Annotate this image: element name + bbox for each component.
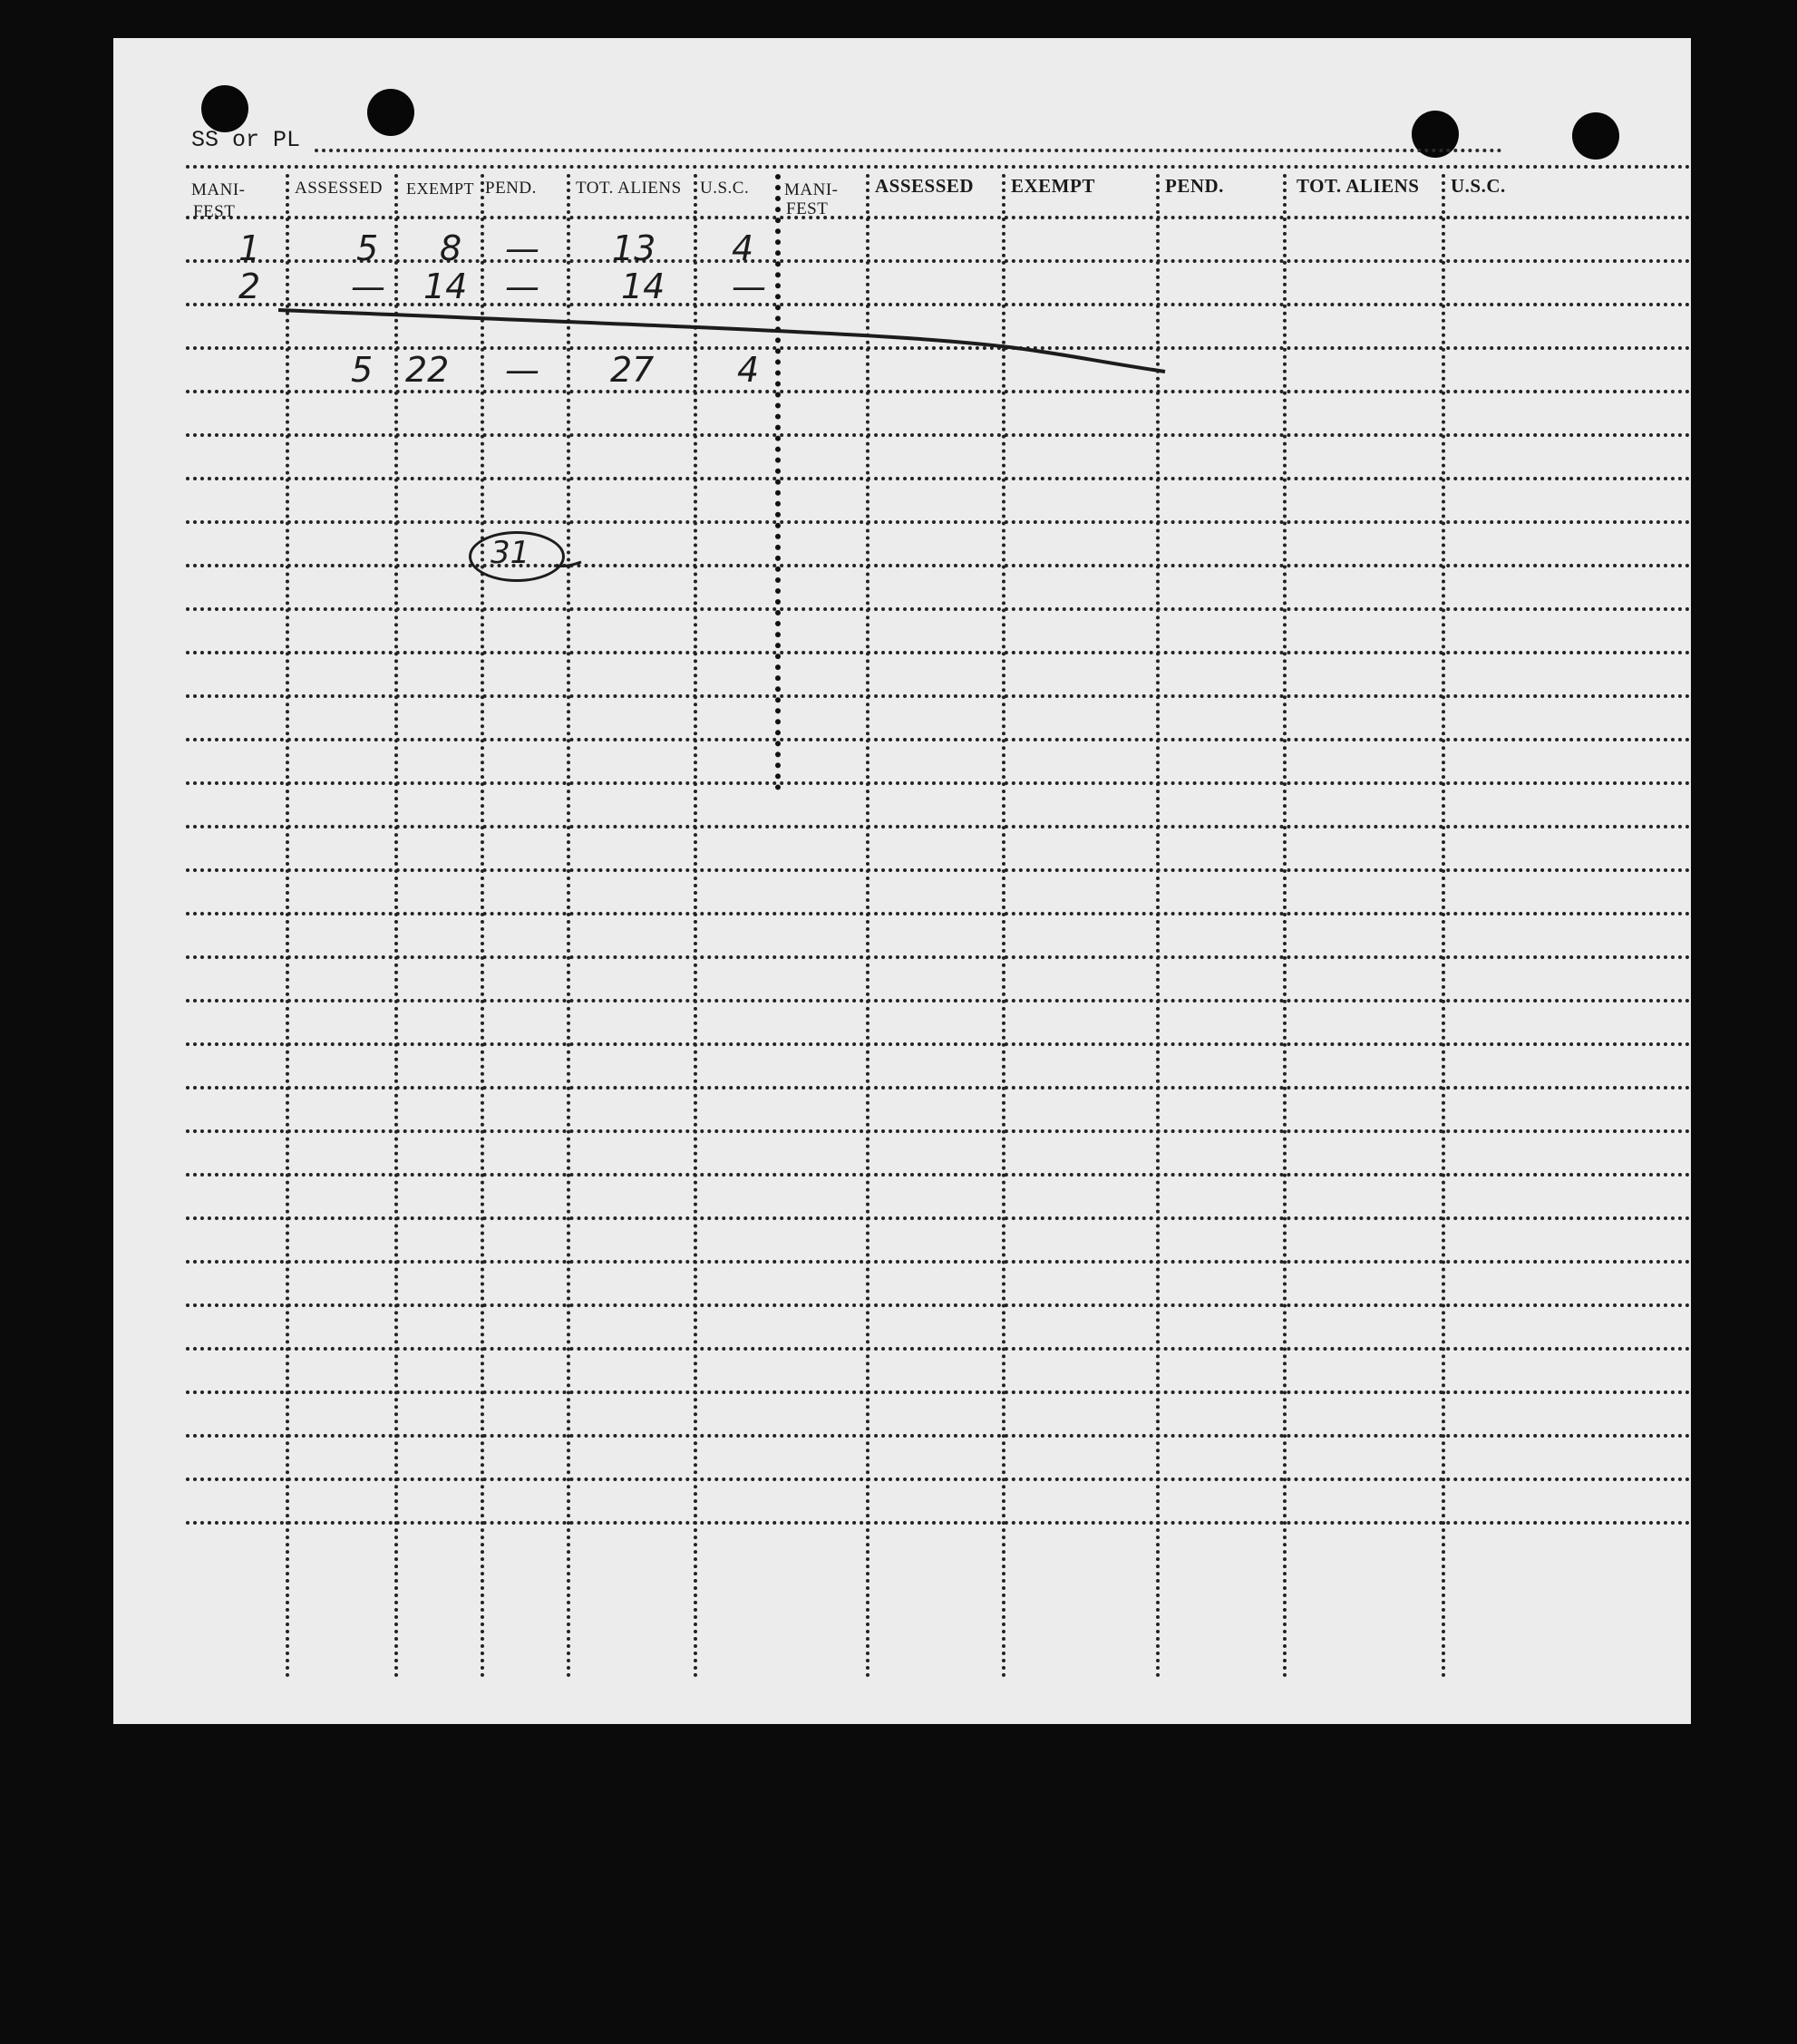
totals-pend: — <box>505 350 539 390</box>
header-exempt-right: EXEMPT <box>1011 175 1095 197</box>
row2-manifest: 2 <box>238 266 261 306</box>
circled-note-tail <box>554 562 581 567</box>
handwritten-strokes <box>113 38 1691 1724</box>
header-assessed-right: ASSESSED <box>875 175 975 197</box>
totals-assessed: 5 <box>351 350 374 390</box>
row1-exempt: 8 <box>440 228 462 268</box>
totals-usc: 4 <box>737 350 760 390</box>
header-tot-aliens-right: TOT. ALIENS <box>1297 175 1420 197</box>
circled-note-text: 31 <box>491 535 530 571</box>
row1-pend: — <box>505 228 539 268</box>
row2-tot-aliens: 14 <box>621 266 665 306</box>
row2-usc: — <box>732 266 766 306</box>
header-usc: U.S.C. <box>700 179 750 198</box>
row2-pend: — <box>505 266 539 306</box>
header-usc-right: U.S.C. <box>1451 175 1506 197</box>
header-manifest-right-1: MANI- <box>784 180 839 199</box>
row1-assessed: 5 <box>356 228 379 268</box>
ss-or-pl-label: SS or PL <box>191 127 301 153</box>
header-assessed: ASSESSED <box>295 179 383 198</box>
row1-manifest: 1 <box>238 228 261 268</box>
header-tot-aliens: TOT. ALIENS <box>576 179 682 198</box>
row1-tot-aliens: 13 <box>612 228 656 268</box>
header-manifest-1: MANI- <box>191 180 246 199</box>
header-pend: PEND. <box>485 179 537 198</box>
row1-usc: 4 <box>732 228 754 268</box>
form-sheet <box>113 38 1691 1724</box>
totals-exempt: 22 <box>405 350 450 390</box>
row2-assessed: — <box>351 266 385 306</box>
total-underline-stroke <box>278 310 1165 372</box>
header-exempt: EXEMPT <box>406 179 474 198</box>
header-manifest-2: FEST <box>193 202 236 221</box>
totals-tot-aliens: 27 <box>610 350 655 390</box>
header-pend-right: PEND. <box>1165 175 1224 197</box>
header-manifest-right-2: FEST <box>786 199 829 218</box>
row2-exempt: 14 <box>423 266 468 306</box>
